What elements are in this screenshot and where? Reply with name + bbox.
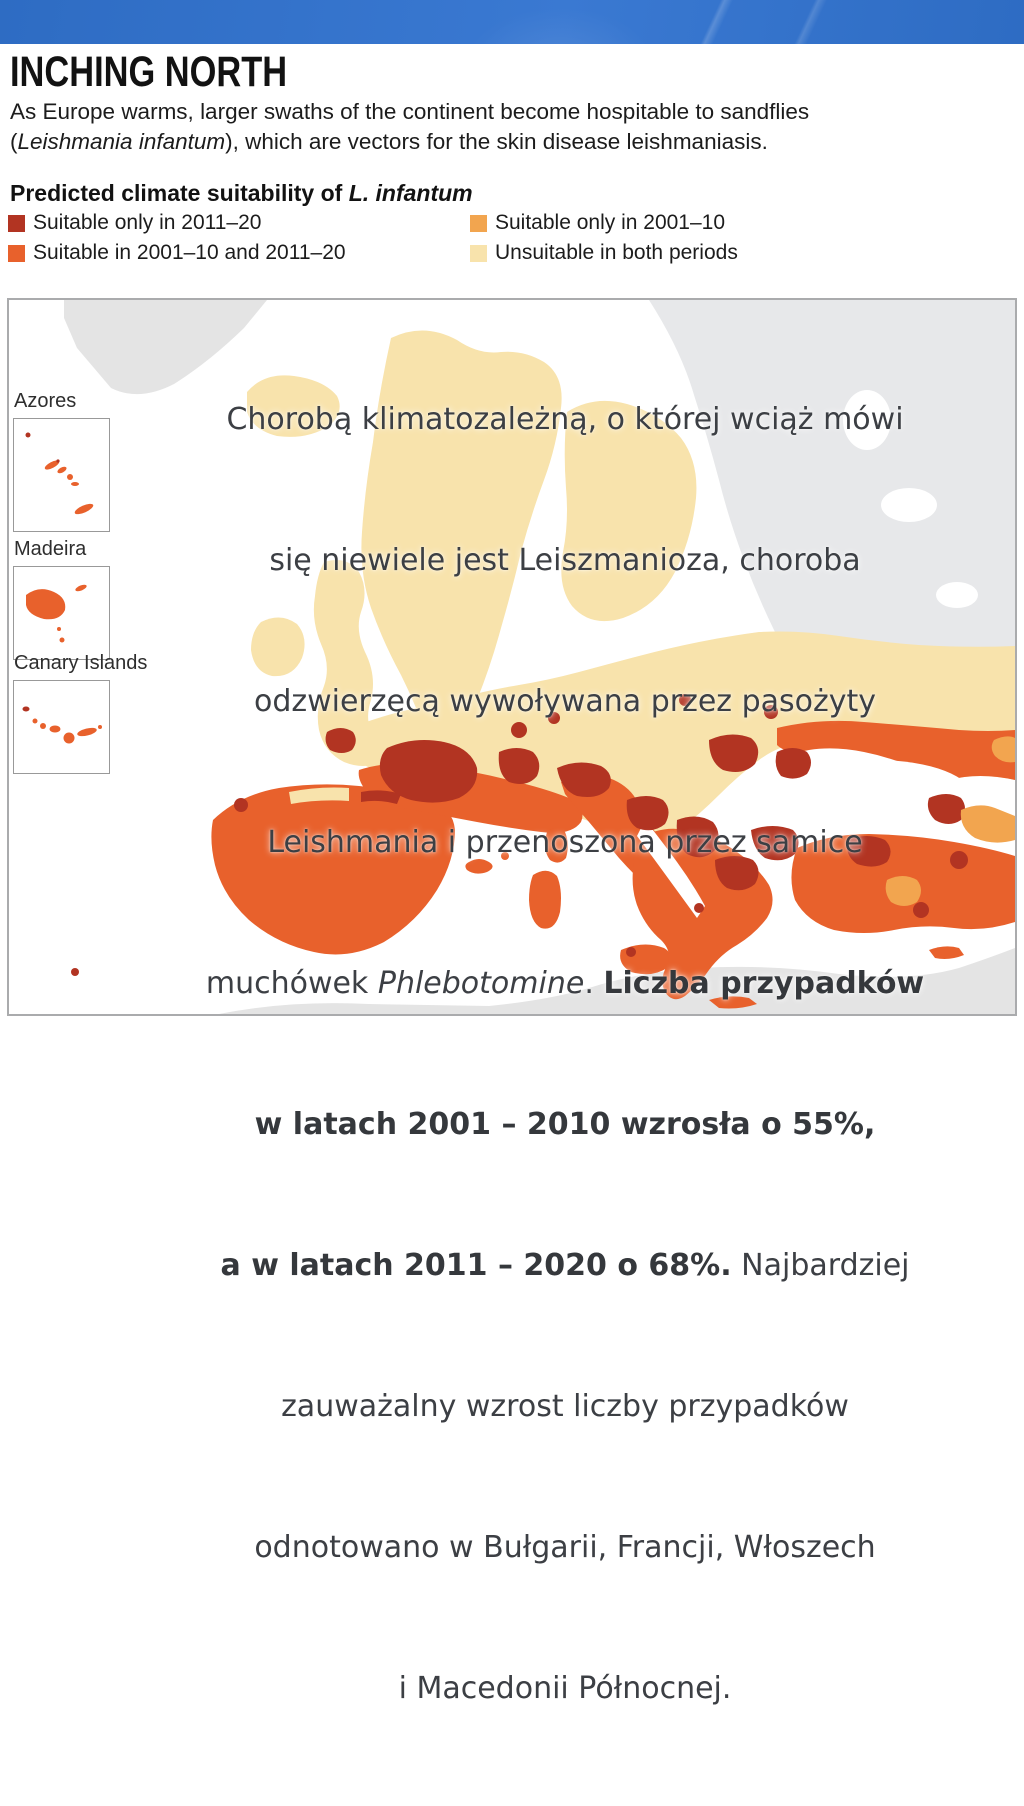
page-title: INCHING NORTH xyxy=(10,48,288,96)
polish-caption-overlay xyxy=(129,302,1001,1806)
legend-label: Unsuitable in both periods xyxy=(495,241,738,264)
overlay-line: muchówek Phlebotomine. Liczba przypadków xyxy=(205,966,925,1001)
species-name-italic: Leishmania infantum xyxy=(17,129,226,154)
overlay-line: i Macedonii Północnej. xyxy=(398,1671,732,1706)
legend-label: Suitable only in 2001–10 xyxy=(495,211,726,234)
legend xyxy=(8,208,1008,270)
europe-suitability-map xyxy=(7,298,1017,1706)
legend-item-unsuitable xyxy=(470,241,1008,265)
legend-swatch-dark-red xyxy=(8,215,25,232)
inset-box-azores xyxy=(13,418,110,532)
azores-islands-svg xyxy=(14,419,109,531)
inset-label-madeira: Madeira xyxy=(14,538,87,560)
inset-label-canary-islands: Canary Islands xyxy=(14,652,148,674)
legend-swatch-orange xyxy=(8,245,25,262)
legend-label: Suitable only in 2011–20 xyxy=(33,211,262,234)
legend-swatch-light-orange xyxy=(470,215,487,232)
overlay-line: Chorobą klimatozależną, o której wciąż mówi xyxy=(226,402,904,437)
top-blue-banner xyxy=(0,0,1024,44)
inset-box-madeira xyxy=(13,566,110,660)
legend-label: Suitable in 2001–10 and 2011–20 xyxy=(33,241,346,264)
inset-label-azores: Azores xyxy=(14,390,77,412)
legend-item-suitable-both xyxy=(8,241,470,265)
overlay-line: a w latach 2011 – 2020 o 68%. Najbardziej xyxy=(220,1248,910,1283)
canary-islands-svg xyxy=(14,681,109,773)
madeira-islands-svg xyxy=(14,567,109,659)
overlay-line: się niewiele jest Leiszmanioza, choroba xyxy=(269,543,861,578)
intro-line1: As Europe warms, larger swaths of the continent become hospitable to sandflies xyxy=(10,99,810,124)
overlay-line-bold: w latach 2001 – 2010 wzrosła o 55%, xyxy=(254,1107,876,1142)
legend-item-suitable-2011-20 xyxy=(8,211,470,235)
overlay-line: Leishmania i przenoszona przez samice xyxy=(267,825,863,860)
legend-heading: Predicted climate suitability of L. infantum xyxy=(10,180,473,206)
overlay-line: odnotowano w Bułgarii, Francji, Włoszech xyxy=(254,1530,876,1565)
overlay-line: odzwierzęcą wywoływana przez pasożyty xyxy=(253,684,877,719)
intro-text: As Europe warms, larger swaths of the continent become hospitable to sandflies (Leishmania infantum), which are vectors for the skin disease leishmaniasis. xyxy=(10,99,810,154)
overlay-line: zauważalny wzrost liczby przypadków xyxy=(281,1389,849,1424)
legend-item-suitable-2001-10 xyxy=(470,211,1008,235)
legend-swatch-cream xyxy=(470,245,487,262)
inset-box-canary xyxy=(13,680,110,774)
